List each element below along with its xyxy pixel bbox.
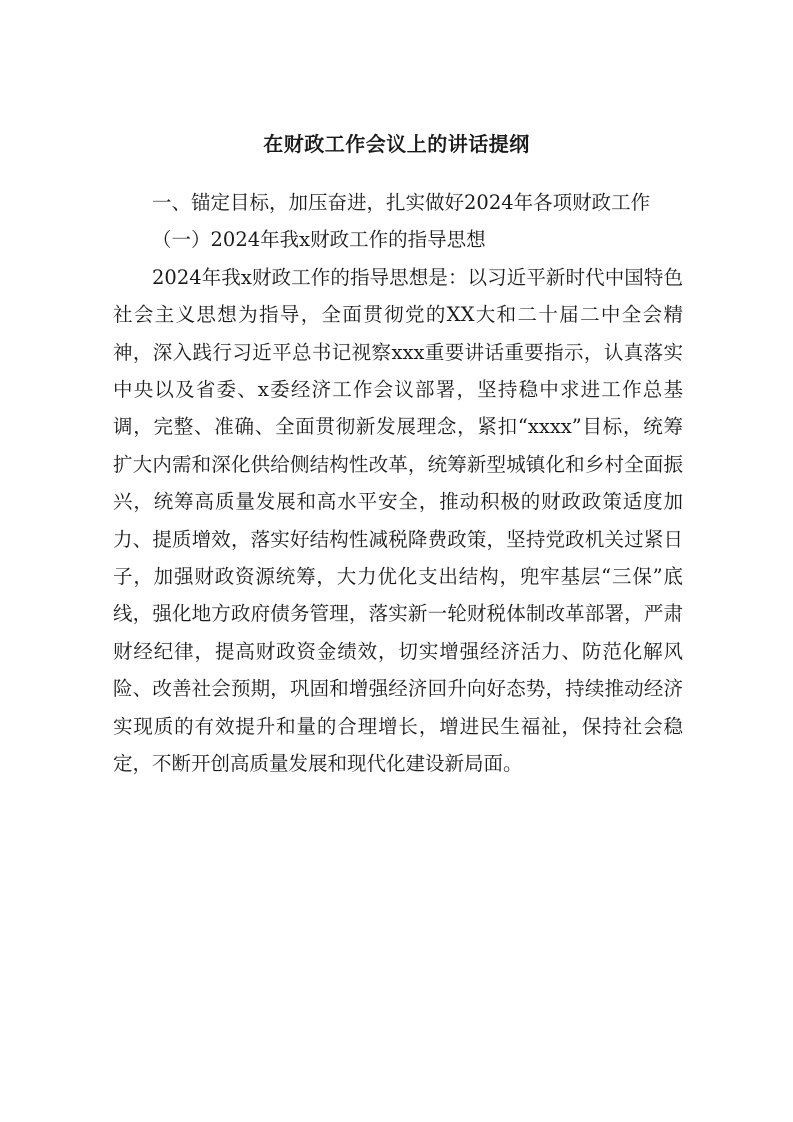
body-paragraph: 2024年我x财政工作的指导思想是：以习近平新时代中国特色社会主义思想为指导，全面贯彻党的XX大和二十届二中全会精神，深入践行习近平总书记视察xxx重要讲话重要指示，认真落实中央以及省委、x委经济工作会议部署，坚持稳中求进工作总基调，完整、准确、全面贯彻新发展理念，紧扣“xxxx”目标，统筹扩大内需和深化供给侧结构性改革，统筹新型城镇化和乡村全面振兴，统筹高质量发展和高水平安全，推动积极的财政政策适度加力、提质增效，落实好结构性减税降费政策，坚持党政机关过紧日子，加强财政资源统筹，大力优化支出结构，兜牢基层“三保”底线，强化地方政府债务管理，落实新一轮财税体制改革部署，严肃财经纪律，提高财政资金绩效，切实增强经济活力、防范化解风险、改善社会预期，巩固和增强经济回升向好态势，持续推动经济实现质的有效提升和量的合理增长，增进民生福祉，保持社会稳定，不断开创高质量发展和现代化建设新局面。 xyxy=(113,265,683,776)
document-body xyxy=(113,184,683,783)
document-title: 在财政工作会议上的讲话提纲 xyxy=(263,132,530,156)
section-heading-2: （一）2024年我x财政工作的指导思想 xyxy=(152,228,486,252)
section-heading-1: 一、锚定目标，加压奋进，扎实做好2024年各项财政工作 xyxy=(152,191,651,214)
